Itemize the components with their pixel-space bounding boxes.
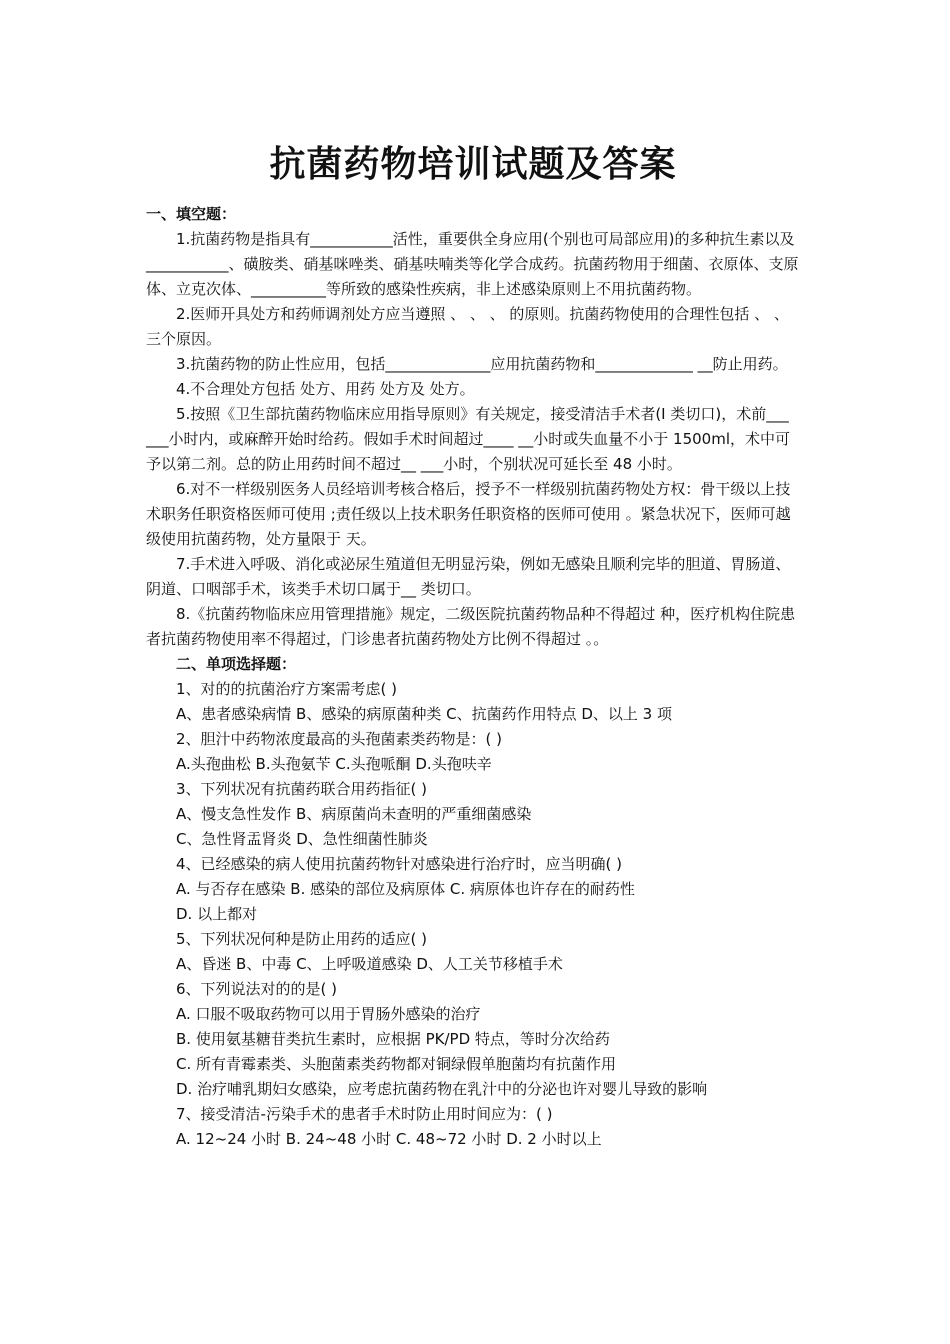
fill-in-section [146,202,800,652]
question-6: 6.对不一样级别医务人员经培训考核合格后，授予不一样级别抗菌药物处方权：骨干级以上技术职务任职资格医师可使用 ;责任级以上技术职务任职资格的医师可使用 。紧急状况下，医师可越级使用抗菌药物，处方量限于 天。 [146,480,791,548]
choice-line: 5、下列状况何种是防止用药的适应( ) [176,930,428,948]
section-heading-fill: 一、填空题： [146,205,237,223]
question-2: 2.医师开具处方和药师调剂处方应当遵照 、 、 、 的原则。抗菌药物使用的合理性包括 、 、 三个原因。 [146,305,789,348]
question-4: 4.不合理处方包括 处方、用药 处方及 处方。 [176,380,475,398]
choice-section [146,652,800,1152]
choice-line: 1、对的的抗菌治疗方案需考虑( ) [176,680,398,698]
choice-line: A、昏迷 B、中毒 C、上呼吸道感染 D、人工关节移植手术 [176,955,563,973]
section-heading-choice: 二、单项选择题： [176,655,297,673]
document-title: 抗菌药物培训试题及答案 [269,143,677,185]
choice-line: C. 所有青霉素类、头胞菌素类药物都对铜绿假单胞菌均有抗菌作用 [176,1055,617,1073]
choice-line: A. 口服不吸取药物可以用于胃肠外感染的治疗 [176,1005,481,1023]
choice-line: 2、胆汁中药物浓度最高的头孢菌素类药物是：( ) [176,730,503,748]
choice-line: A、患者感染病情 B、感染的病原菌种类 C、抗菌药作用特点 D、以上 3 项 [176,705,672,723]
choice-line: A. 12~24 小时 B. 24~48 小时 C. 48~72 小时 D. 2 小时以上 [176,1130,602,1148]
choice-line: 4、已经感染的病人使用抗菌药物针对感染进行治疗时，应当明确( ) [176,855,623,873]
choice-line: D. 治疗哺乳期妇女感染，应考虑抗菌药物在乳汁中的分泌也许对婴儿导致的影响 [176,1080,708,1098]
choice-line: B. 使用氨基糖苷类抗生素时，应根据 PK/PD 特点，等时分次给药 [176,1030,610,1048]
question-7: 7.手术进入呼吸、消化或泌尿生殖道但无明显污染，例如无感染且顺利完毕的胆道、胃肠道、阴道、口咽部手术，该类手术切口属于__ 类切口。 [146,555,791,598]
choice-line: 7、接受清洁-污染手术的患者手术时防止用时间应为：( ) [176,1105,553,1123]
choice-line: A.头孢曲松 B.头孢氨苄 C.头孢哌酮 D.头孢呋辛 [176,755,492,773]
choice-line: A、慢支急性发作 B、病原菌尚未查明的严重细菌感染 [176,805,532,823]
choice-line: D. 以上都对 [176,905,258,923]
question-1: 1.抗菌药物是指具有___________活性，重要供全身应用(个别也可局部应用)的多种抗生素以及___________、磺胺类、硝基咪唑类、硝基呋喃类等化学合成药。抗菌药物用于细菌、衣原体、支原体、立克次体、__________等所致的感染性疾病，非上述感染原则上不用抗菌药物。 [146,230,799,298]
choice-line: A. 与否存在感染 B. 感染的部位及病原体 C. 病原体也许存在的耐药性 [176,880,635,898]
question-5: 5.按照《卫生部抗菌药物临床应用指导原则》有关规定，接受清洁手术者(Ⅰ 类切口)，术前___ ___小时内，或麻醉开始时给药。假如手术时间超过____ __小时或失血量不小于 1500ml，术中可予以第二剂。总的防止用药时间不超过__ ___小时，个别状况可延长至 48 小时。 [146,405,790,473]
question-3: 3.抗菌药物的防止性应用，包括______________应用抗菌药物和_____________ __防止用药。 [176,355,788,373]
choice-line: 3、下列状况有抗菌药联合用药指征( ) [176,780,428,798]
question-8: 8.《抗菌药物临床应用管理措施》规定，二级医院抗菌药物品种不得超过 种，医疗机构住院患者抗菌药物使用率不得超过，门诊患者抗菌药物处方比例不得超过 。。 [146,605,796,648]
choice-line: C、急性肾盂肾炎 D、急性细菌性肺炎 [176,830,428,848]
choice-line: 6、下列说法对的的是( ) [176,980,338,998]
